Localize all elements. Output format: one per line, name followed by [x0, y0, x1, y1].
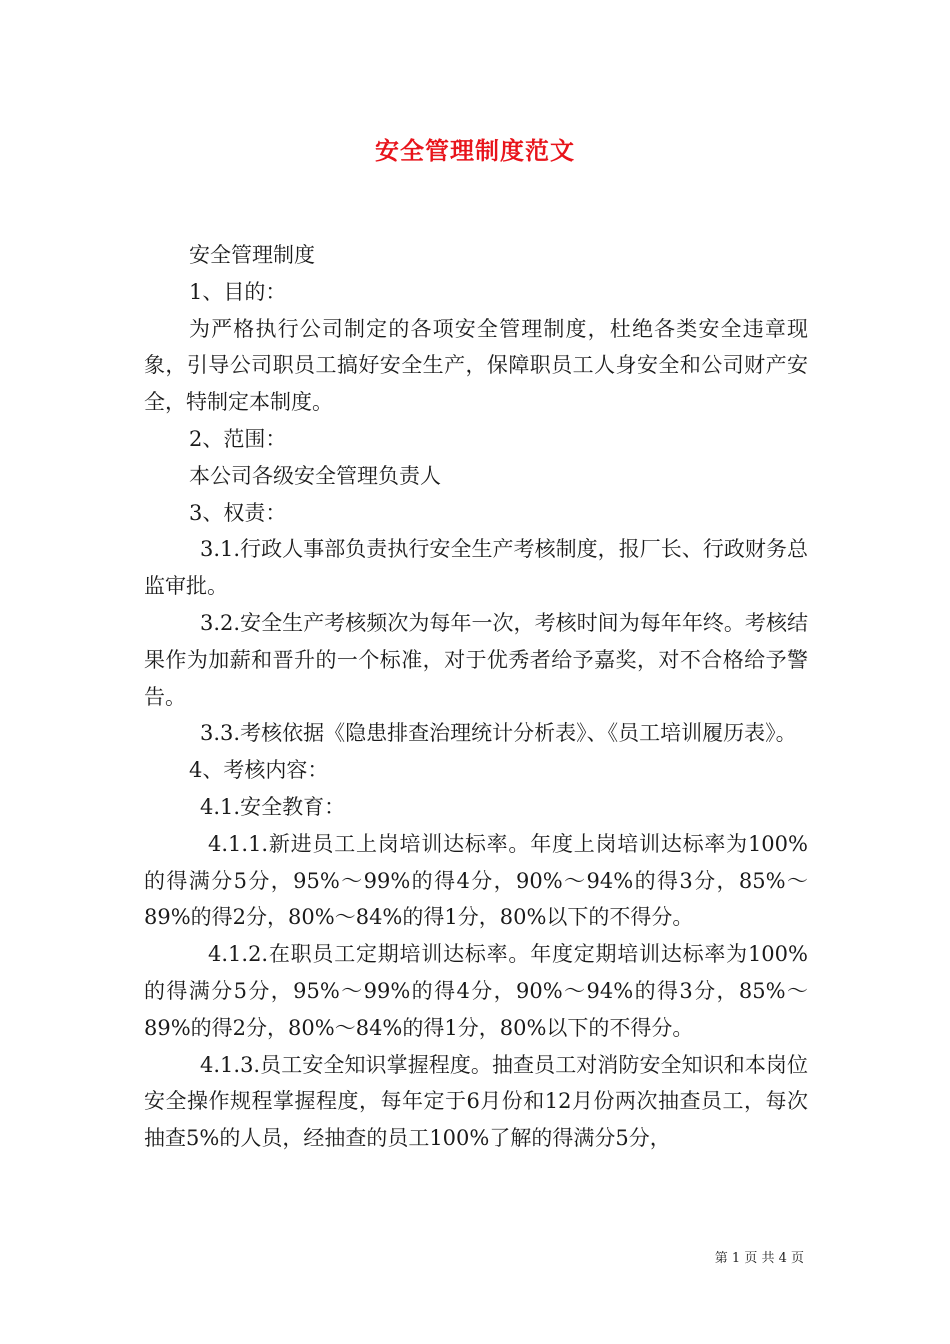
paragraph-assessment-heading: 4、考核内容： [189, 758, 329, 783]
paragraph-4-1: 4.1.安全教育： [200, 794, 346, 819]
paragraph-scope-text: 本公司各级安全管理负责人 [189, 463, 441, 488]
paragraph-4-1-2: 4.1.2.在职员工定期培训达标率。年度定期培训达标率为100%的得满分5分，95%～99%的得4分，90%～94%的得3分，85%～89%的得2分，80%～84%的得1分，80%以下的不得分。 [144, 942, 808, 1040]
page-number: 第 1 页 共 4 页 [714, 1251, 804, 1266]
paragraph-purpose-heading: 1、目的： [189, 279, 287, 304]
document-title: 安全管理制度范文 [375, 136, 575, 165]
paragraph-purpose-text: 为严格执行公司制定的各项安全管理制度，杜绝各类安全违章现象，引导公司职员工搞好安全生产，保障职员工人身安全和公司财产安全，特制定本制度。 [144, 316, 808, 415]
paragraph-scope-heading: 2、范围： [189, 426, 287, 451]
document-body [144, 237, 808, 1157]
paragraph-3-3: 3.3.考核依据《隐患排查治理统计分析表》、《员工培训履历表》。 [200, 721, 797, 746]
paragraph-4-1-1: 4.1.1.新进员工上岗培训达标率。年度上岗培训达标率为100%的得满分5分，95%～99%的得4分，90%～94%的得3分，85%～89%的得2分，80%～84%的得1分，80%以下的不得分。 [144, 831, 808, 930]
paragraph-heading: 安全管理制度 [189, 243, 315, 267]
paragraph-3-2: 3.2.安全生产考核频次为每年一次，考核时间为每年年终。考核结果作为加薪和晋升的一个标准，对于优秀者给予嘉奖，对不合格给予警告。 [144, 610, 808, 709]
paragraph-3-1: 3.1.行政人事部负责执行安全生产考核制度，报厂长、行政财务总监审批。 [144, 537, 808, 599]
paragraph-responsibility-heading: 3、权责： [189, 500, 287, 525]
paragraph-4-1-3: 4.1.3.员工安全知识掌握程度。抽查员工对消防安全知识和本岗位安全操作规程掌握程度，每年定于6月份和12月份两次抽查员工，每次抽查5%的人员，经抽查的员工100%了解的得满分5分， [144, 1052, 808, 1151]
